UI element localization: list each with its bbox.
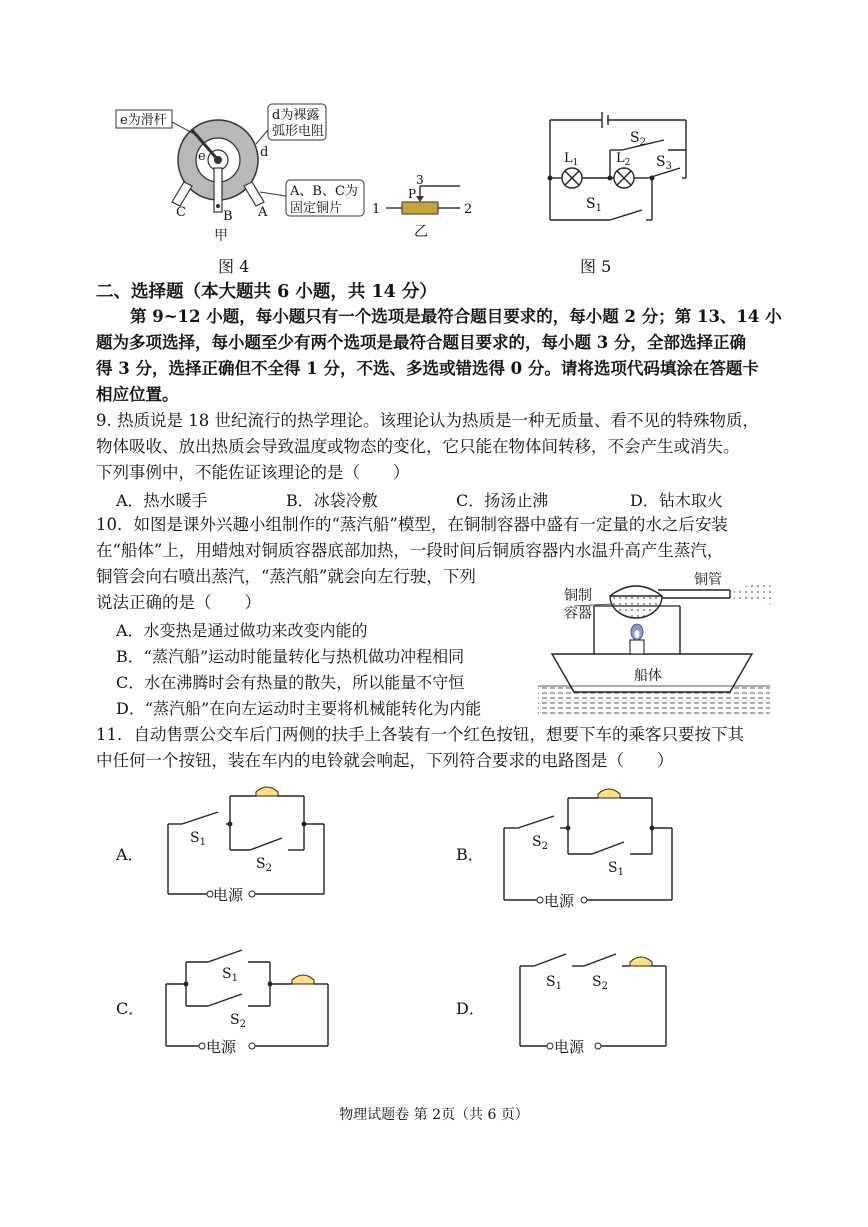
instructions-line-2: 题为多项选择，每小题至少有两个选项是最符合题目要求的，每小题 3 分，全部选择正确	[96, 333, 746, 352]
label-copper-pipe: 铜管	[694, 572, 722, 588]
label-e-box: e为滑杆	[120, 113, 167, 128]
circuit-d-letter[interactable]: D．	[456, 999, 485, 1018]
label-hull: 船体	[634, 668, 662, 684]
circuit-c[interactable]	[160, 944, 340, 1058]
circuit-c-s2: $S_2$	[230, 1012, 246, 1030]
label-abc-line2: 固定铜片	[290, 201, 343, 216]
letter-d: d	[260, 145, 269, 160]
circuit-b-power-source: 电源	[544, 892, 575, 910]
figure-4-diagram	[110, 100, 490, 250]
q10-option-d[interactable]: D．“蒸汽船”在向左运动时主要将机械能转化为内能	[116, 699, 482, 718]
label-copper-container-1: 铜制	[564, 588, 592, 604]
fig5-s2: $S_2$	[630, 130, 646, 148]
circuit-c-power-source: 电源	[206, 1038, 237, 1056]
q9-option-d[interactable]: D．钻木取火	[630, 491, 723, 510]
circuit-d[interactable]	[500, 944, 680, 1058]
letter-a: A	[258, 205, 268, 220]
circuit-a[interactable]	[160, 782, 340, 912]
circuit-d-s1: $S_1$	[546, 974, 562, 992]
circuit-b-s1: $S_1$	[608, 860, 624, 878]
yi-slider-p: P	[408, 187, 417, 201]
label-d-box-line1: d为裸露	[272, 108, 320, 123]
q9-line-3: 下列事例中，不能佐证该理论的是（ ）	[96, 463, 410, 482]
letter-b: B	[223, 209, 233, 224]
circuit-b-s2: $S_2$	[532, 834, 548, 852]
yi-terminal-1: 1	[372, 202, 381, 217]
instructions-line-4: 相应位置。	[96, 385, 179, 404]
q9-option-a[interactable]: A．热水暖手	[116, 491, 208, 510]
instructions-line-3: 得 3 分，选择正确但不全得 1 分，不选、多选或错选得 0 分。请将选项代码填涂在答题卡	[96, 359, 759, 378]
q10-line-1: 10．如图是课外兴趣小组制作的“蒸汽船”模型，在铜制容器中盛有一定量的水之后安装	[96, 515, 728, 534]
q10-option-b[interactable]: B．“蒸汽船”运动时能量转化与热机做功冲程相同	[116, 647, 465, 666]
sublabel-yi: 乙	[414, 224, 428, 240]
figure-5-circuit	[540, 100, 700, 230]
q11-line-1: 11．自动售票公交车后门两侧的扶手上各装有一个红色按钮，想要下车的乘客只要按下其	[96, 725, 744, 744]
q11-line-2: 中任何一个按钮，装在车内的电铃就会响起，下列符合要求的电路图是（ ）	[96, 751, 674, 770]
letter-c: C	[176, 205, 186, 220]
figure-5-caption: 图 5	[580, 257, 612, 276]
instructions-line-1: 第 9~12 小题，每小题只有一个选项是最符合题目要求的，每小题 2 分；第 13、14 小	[130, 307, 782, 326]
circuit-a-s2: $S_2$	[256, 856, 272, 874]
fig5-s3: $S_3$	[656, 154, 672, 172]
q10-option-c[interactable]: C．水在沸腾时会有热量的散失，所以能量不守恒	[116, 673, 465, 692]
circuit-b[interactable]	[500, 782, 680, 912]
circuit-b-letter[interactable]: B．	[456, 845, 484, 864]
fig5-l1: $L_1$	[564, 151, 579, 168]
q10-line-4: 说法正确的是（ ）	[96, 593, 261, 612]
q10-line-2: 在“船体”上，用蜡烛对铜质容器底部加热，一段时间后铜质容器内水温升高产生蒸汽，	[96, 541, 724, 560]
label-copper-container-2: 容器	[564, 606, 592, 622]
steam-boat-figure	[534, 566, 774, 718]
circuit-a-letter[interactable]: A．	[116, 845, 144, 864]
page-footer: 物理试题卷 第 2页（共 6 页）	[339, 1107, 529, 1123]
q9-option-c[interactable]: C．扬汤止沸	[456, 491, 549, 510]
section-title: 二、选择题（本大题共 6 小题，共 14 分）	[96, 282, 437, 302]
circuit-c-s1: $S_1$	[222, 966, 238, 984]
letter-e: e	[198, 149, 206, 164]
yi-terminal-3: 3	[416, 173, 424, 187]
q10-option-a[interactable]: A．水变热是通过做功来改变内能的	[116, 621, 368, 640]
yi-terminal-2: 2	[464, 202, 473, 217]
q9-line-2: 物体吸收、放出热质会导致温度或物态的变化，它只能在物体间转移，不会产生或消失。	[96, 437, 740, 456]
q10-line-3: 铜管会向右喷出蒸汽，“蒸汽船”就会向左行驶，下列	[96, 567, 476, 586]
label-d-box-line2: 弧形电阻	[272, 124, 325, 139]
q9-line-1: 9. 热质说是 18 世纪流行的热学理论。该理论认为热质是一种无质量、看不见的特殊物质，	[96, 411, 759, 430]
circuit-c-letter[interactable]: C．	[116, 999, 145, 1018]
rheostat-symbol-yi	[386, 186, 460, 214]
circuit-a-power-source: 电源	[213, 886, 244, 904]
circuit-a-s1: $S_1$	[190, 830, 206, 848]
label-abc-line1: A、B、C为	[290, 184, 358, 199]
sublabel-jia: 甲	[214, 228, 228, 244]
fig5-s1: $S_1$	[586, 196, 602, 214]
figure-4-caption: 图 4	[218, 257, 250, 276]
circuit-d-power-source: 电源	[554, 1038, 585, 1056]
fig5-l2: $L_2$	[616, 151, 631, 168]
circuit-d-s2: $S_2$	[592, 974, 608, 992]
q9-option-b[interactable]: B．冰袋冷敷	[286, 491, 378, 510]
